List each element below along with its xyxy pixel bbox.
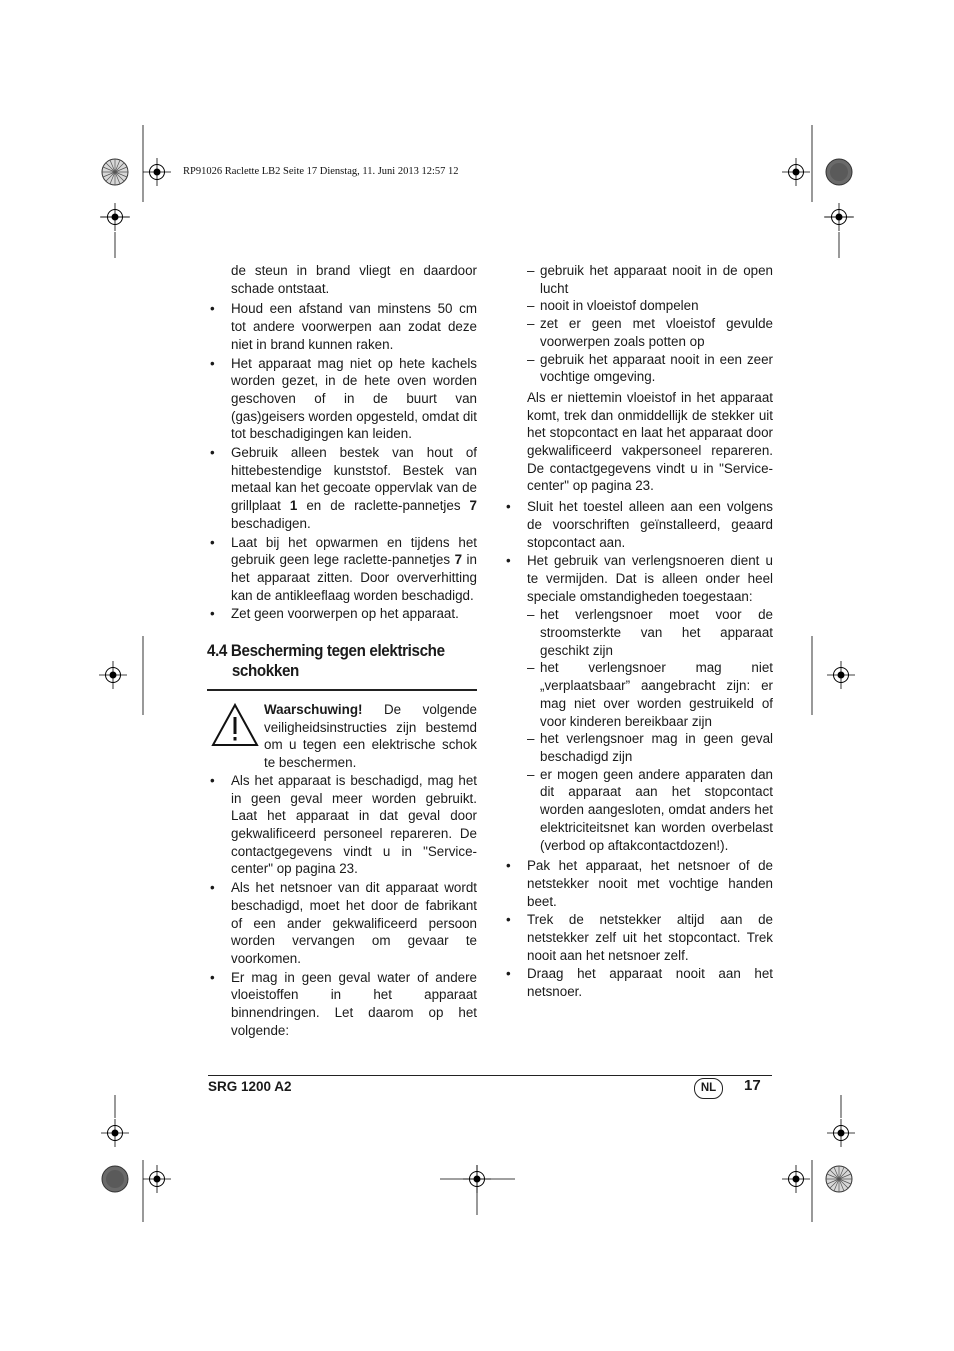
model-number: SRG 1200 A2	[208, 1079, 292, 1094]
right-column	[503, 262, 773, 1002]
list-item: • Laat bij het opwarmen en tijdens het gebruik geen lege raclette-pannetjes 7 in het apparaat zitten. Door oververhitting kan de antikleeflaag worden beschadigd.	[207, 534, 477, 605]
paragraph: Als er niettemin vloeistof in het apparaat komt, trek dan onmiddellijk de stekker uit het stopcontact en laat het apparaat door gekwalificeerd vakpersoneel repareren. De contactgegevens vindt u in "Service-center" op pagina 23.	[527, 389, 773, 494]
page-number: 17	[744, 1077, 761, 1094]
dash-item: – gebruik het apparaat nooit in een zeer vochtige omgeving.	[503, 351, 773, 386]
list-item: • Het gebruik van verlengsnoeren dient u te vermijden. Dat is alleen onder heel speciale omstandigheden toegestaan:	[503, 552, 773, 605]
language-badge: NL	[694, 1078, 723, 1099]
list-item: • Er mag in geen geval water of andere vloeistoffen in het apparaat binnendringen. Let daarom op het volgende:	[207, 969, 477, 1040]
print-header: RP91026 Raclette LB2 Seite 17 Dienstag, 11. Juni 2013 12:57 12	[183, 166, 459, 177]
warning-triangle-icon	[210, 702, 260, 748]
paragraph: de steun in brand vliegt en daardoor schade ontstaat.	[231, 263, 477, 296]
list-item: • Zet geen voorwerpen op het apparaat.	[207, 605, 477, 623]
list-item: • Draag het apparaat nooit aan het netsnoer.	[503, 965, 773, 1000]
warning-block: Waarschuwing! De volgende veiligheidsinstructies zijn bestemd om u tegen een elektrische schok te beschermen.	[207, 701, 477, 772]
list-item: • Trek de netstekker altijd aan de netstekker zelf uit het stopcontact. Trek nooit aan het netsnoer zelf.	[503, 911, 773, 964]
section-heading: 4.4 Bescherming tegen elektrische schokken	[207, 642, 445, 681]
dash-item: – gebruik het apparaat nooit in de open lucht	[503, 262, 773, 297]
list-item: • Pak het apparaat, het netsnoer of de netstekker nooit met vochtige handen beet.	[503, 857, 773, 910]
dash-item: – er mogen geen andere apparaten dan dit apparaat aan het stopcontact worden aangesloten, omdat anders het elektriciteitsnet kan worden overbelast (verbod op aftakcontactdozen!).	[503, 766, 773, 855]
left-column	[207, 262, 477, 1040]
list-item: • Houd een afstand van minstens 50 cm tot andere voorwerpen aan zodat deze niet in brand kunnen raken.	[207, 300, 477, 353]
list-item: • Sluit het toestel alleen aan een volgens de voorschriften geïnstalleerd, geaard stopcontact aan.	[503, 498, 773, 551]
dash-item: – zet er geen met vloeistof gevulde voorwerpen zoals potten op	[503, 315, 773, 350]
footer-divider	[208, 1075, 772, 1076]
dash-item: – het verlengsnoer mag in geen geval beschadigd zijn	[503, 730, 773, 765]
list-item: • Als het apparaat is beschadigd, mag het in geen geval meer worden gebruikt. Laat het apparaat in dat geval door gekwalificeerd personeel repareren. De contactgegevens vindt u in "Service-center" op pagina 23.	[207, 772, 477, 878]
dash-item: – het verlengsnoer mag niet „verplaatsbaar” aangebracht zijn: er mag niet over worden gestruikeld of voor kinderen bereikbaar zijn	[503, 659, 773, 730]
list-item: • Het apparaat mag niet op hete kachels worden gezet, in de hete oven worden geschoven of in de buurt van (gas)geisers worden opgesteld, omdat dit tot beschadigingen kan leiden.	[207, 355, 477, 444]
dash-item: – nooit in vloeistof dompelen	[503, 297, 773, 315]
list-item: • Als het netsnoer van dit apparaat wordt beschadigd, moet het door de fabrikant of een ander gekwalificeerd persoon worden vervangen om gevaar te voorkomen.	[207, 879, 477, 968]
list-item: • Gebruik alleen bestek van hout of hittebestendige kunststof. Bestek van metaal kan het gecoate oppervlak van de grillplaat 1 en de raclette-pannetjes 7 beschadigen.	[207, 444, 477, 533]
dash-item: – het verlengsnoer moet voor de stroomsterkte van het apparaat geschikt zijn	[503, 606, 773, 659]
section-divider	[207, 689, 477, 691]
